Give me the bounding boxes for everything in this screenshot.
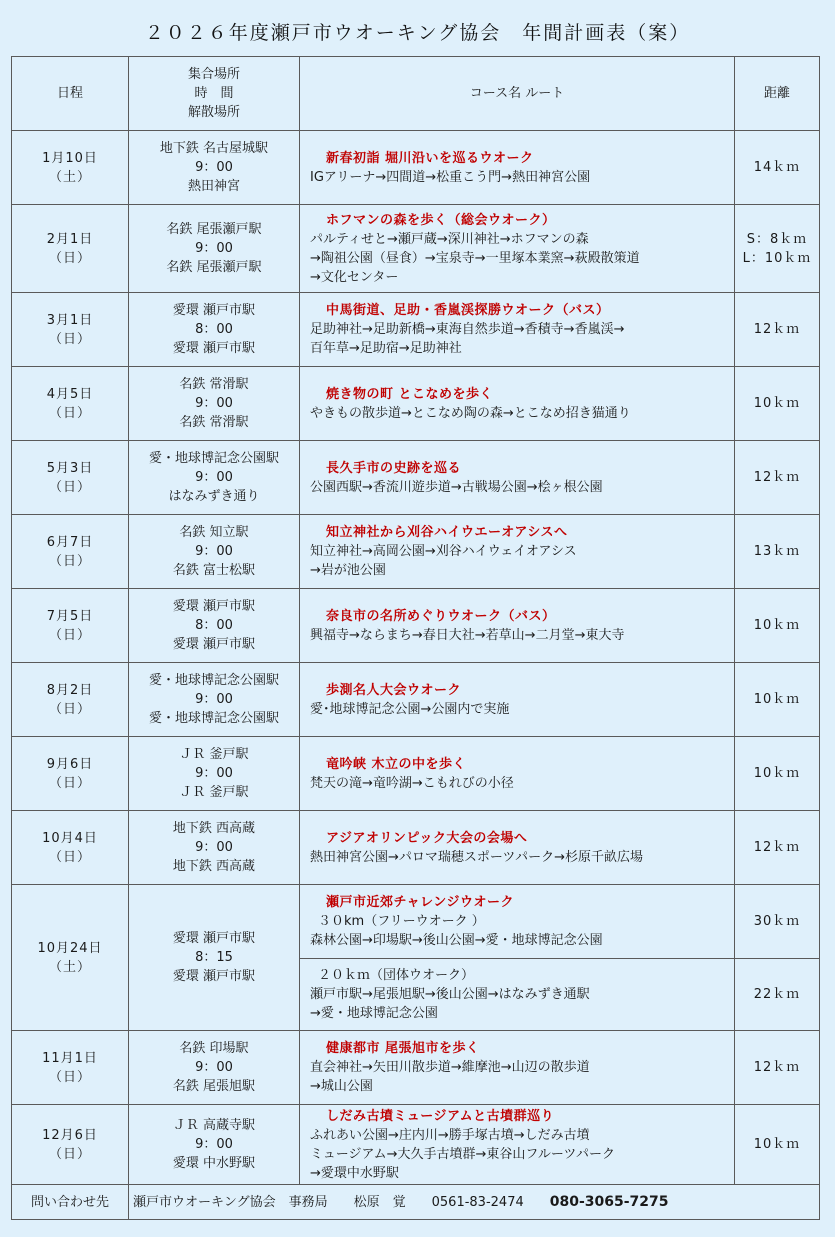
distance-value: 10ｋｍ — [753, 1137, 801, 1152]
contact-label: 問い合わせ先 — [12, 1185, 129, 1220]
table-row — [12, 293, 820, 367]
meeting-time: 9：00 — [195, 544, 233, 559]
place-cell — [129, 515, 300, 589]
dismissal-place: 地下鉄 西高蔵 — [172, 859, 256, 874]
table-row — [12, 515, 820, 589]
distance-cell — [735, 1105, 820, 1185]
event-date: 2月1日 — [46, 231, 94, 247]
course-cell — [300, 441, 735, 515]
meeting-time: 9：00 — [195, 241, 233, 256]
distance-value: 10ｋｍ — [753, 396, 801, 411]
distance-cell — [735, 441, 820, 515]
event-day: （日） — [48, 250, 91, 266]
course-route: IGアリーナ→四間道→松重こう門→熱田神宮公園 — [310, 169, 591, 185]
contact-info — [129, 1185, 820, 1220]
place-cell — [129, 885, 300, 1031]
schedule-table — [11, 56, 820, 1220]
date-cell — [12, 885, 129, 1031]
event-date: 3月1日 — [46, 312, 94, 328]
event-day: （日） — [48, 1069, 91, 1085]
course-route: →岩が池公園 — [310, 563, 386, 578]
table-row — [12, 131, 820, 205]
event-day: （土） — [48, 959, 91, 975]
distance-value: 12ｋｍ — [753, 840, 801, 855]
table-row — [12, 205, 820, 293]
event-date: 11月1日 — [42, 1050, 98, 1066]
place-cell — [129, 663, 300, 737]
event-date: 7月5日 — [46, 608, 94, 624]
course-cell — [300, 959, 735, 1031]
meeting-place: 愛環 瀬戸市駅 — [172, 931, 256, 946]
distance-cell — [735, 1031, 820, 1105]
event-day: （日） — [48, 701, 91, 717]
course-title: 焼き物の町 とこなめを歩く — [326, 386, 494, 402]
course-cell — [300, 1105, 735, 1185]
distance-value: 10ｋｍ — [753, 692, 801, 707]
distance-cell — [735, 367, 820, 441]
date-cell — [12, 1105, 129, 1185]
page-title: ２０２６年度瀬戸市ウオーキング協会 年間計画表（案） — [144, 22, 691, 44]
meeting-place: 愛環 瀬戸市駅 — [172, 599, 256, 614]
contact-mobile: 080-3065-7275 — [549, 1193, 669, 1210]
course-route: 公園西駅→香流川遊歩道→古戦場公園→桧ヶ根公園 — [310, 479, 603, 495]
meeting-time: 9：00 — [195, 840, 233, 855]
event-date: 1月10日 — [42, 150, 98, 166]
date-cell — [12, 367, 129, 441]
place-cell — [129, 205, 300, 293]
distance-cell — [735, 293, 820, 367]
course-cell — [300, 515, 735, 589]
distance-value: 12ｋｍ — [753, 322, 801, 337]
place-cell — [129, 737, 300, 811]
event-day: （日） — [48, 775, 91, 791]
table-row — [12, 811, 820, 885]
event-day: （日） — [48, 849, 91, 865]
distance-cell — [735, 589, 820, 663]
meeting-time: 9：00 — [195, 160, 233, 175]
distance-value: S：8ｋｍ — [746, 231, 808, 247]
course-part-label: ３０km（フリーウオーク ） — [318, 914, 485, 929]
distance-cell — [735, 959, 820, 1031]
dismissal-place: 名鉄 尾張旭駅 — [172, 1079, 256, 1094]
meeting-place: 名鉄 印場駅 — [179, 1041, 249, 1056]
date-cell — [12, 205, 129, 293]
course-title: 瀬戸市近郊チャレンジウオーク — [326, 895, 514, 910]
dismissal-place: 熱田神宮 — [187, 179, 240, 194]
course-route: 足助神社→足助新橋→東海自然歩道→香積寺→香嵐渓→ — [310, 322, 625, 337]
course-title: しだみ古墳ミュージアムと古墳群巡り — [326, 1108, 555, 1124]
course-route: →城山公園 — [310, 1079, 373, 1094]
meeting-place: 地下鉄 西高蔵 — [172, 821, 256, 836]
table-row — [12, 367, 820, 441]
distance-value: 22ｋｍ — [753, 987, 801, 1002]
date-cell — [12, 737, 129, 811]
footer-row — [12, 1185, 820, 1220]
meeting-time: 8：00 — [195, 322, 233, 337]
course-cell — [300, 1031, 735, 1105]
course-route: パルティせと→瀬戸蔵→深川神社→ホフマンの森 — [310, 231, 589, 247]
course-title: 新春初詣 堀川沿いを巡るウオーク — [326, 150, 534, 166]
event-date: 10月24日 — [37, 940, 103, 956]
course-route: →文化センター — [310, 269, 399, 285]
dismissal-place: 愛環 瀬戸市駅 — [172, 637, 256, 652]
course-route: 梵天の滝→竜吟湖→こもれびの小径 — [310, 775, 514, 791]
course-route: 熱田神宮公園→パロマ瑞穂スポーツパーク→杉原千畝広場 — [310, 849, 644, 865]
event-day: （土） — [48, 169, 91, 185]
distance-value: 10ｋｍ — [753, 618, 801, 633]
course-cell — [300, 885, 735, 959]
course-cell — [300, 589, 735, 663]
distance-cell — [735, 131, 820, 205]
dismissal-place: 愛環 瀬戸市駅 — [172, 341, 256, 356]
table-row — [12, 663, 820, 737]
distance-value: 14ｋｍ — [753, 160, 801, 175]
meeting-time: 9：00 — [195, 1137, 233, 1152]
course-title: 中馬街道、足助・香嵐渓探勝ウオーク（バス） — [326, 303, 610, 318]
table-row — [12, 1031, 820, 1105]
header-course: コース名 ルート — [300, 57, 735, 131]
course-title: 歩測名人大会ウオーク — [326, 682, 462, 698]
date-cell — [12, 293, 129, 367]
meeting-time: 8：15 — [195, 950, 233, 965]
event-date: 9月6日 — [46, 756, 94, 772]
header-place-line: 解散場所 — [187, 105, 240, 120]
dismissal-place: 愛環 中水野駅 — [172, 1156, 256, 1171]
meeting-place: ＪＲ 釜戸駅 — [179, 747, 249, 762]
dismissal-place: 名鉄 尾張瀬戸駅 — [166, 260, 262, 275]
contact-person: 松原 覚 — [353, 1194, 406, 1210]
distance-value: L：10ｋｍ — [742, 250, 812, 266]
meeting-place: 愛環 瀬戸市駅 — [172, 303, 256, 318]
place-cell — [129, 367, 300, 441]
table-header-row — [12, 57, 820, 131]
date-cell — [12, 589, 129, 663]
event-day: （日） — [48, 479, 91, 495]
course-cell — [300, 663, 735, 737]
meeting-time: 9：00 — [195, 396, 233, 411]
event-date: 5月3日 — [46, 460, 94, 476]
event-date: 6月7日 — [46, 534, 94, 550]
distance-cell — [735, 663, 820, 737]
table-row — [12, 589, 820, 663]
dismissal-place: 愛・地球博記念公園駅 — [148, 711, 279, 726]
course-route: 百年草→足助宿→足助神社 — [310, 341, 462, 356]
event-date: 10月4日 — [42, 830, 98, 846]
event-day: （日） — [48, 553, 91, 569]
date-cell — [12, 1031, 129, 1105]
meeting-place: 名鉄 常滑駅 — [179, 377, 249, 392]
place-cell — [129, 589, 300, 663]
dismissal-place: 名鉄 常滑駅 — [179, 415, 249, 430]
place-cell — [129, 1031, 300, 1105]
header-place-line: 集合場所 — [187, 67, 240, 82]
dismissal-place: ＪＲ 釜戸駅 — [179, 785, 249, 800]
course-route: 興福寺→ならまち→春日大社→若草山→二月堂→東大寺 — [310, 627, 625, 643]
distance-cell — [735, 737, 820, 811]
header-schedule: 日程 — [12, 57, 129, 131]
course-title: 奈良市の名所めぐりウオーク（バス） — [326, 608, 556, 624]
meeting-place: 愛・地球博記念公園駅 — [148, 451, 279, 466]
event-date: 12月6日 — [42, 1127, 98, 1143]
meeting-time: 9：00 — [195, 470, 233, 485]
meeting-time: 9：00 — [195, 766, 233, 781]
date-cell — [12, 663, 129, 737]
header-place — [129, 57, 300, 131]
course-route: →陶祖公園（昼食）→宝泉寺→一里塚本業窯→萩殿散策道 — [310, 250, 640, 266]
date-cell — [12, 131, 129, 205]
meeting-place: 地下鉄 名古屋城駅 — [159, 141, 269, 156]
place-cell — [129, 131, 300, 205]
table-row — [12, 441, 820, 515]
place-cell — [129, 1105, 300, 1185]
meeting-time: 8：00 — [195, 618, 233, 633]
course-part-label: ２０ｋｍ（団体ウオーク） — [318, 968, 475, 983]
header-distance: 距離 — [735, 57, 820, 131]
meeting-place: 名鉄 知立駅 — [179, 525, 249, 540]
course-route: ミュージアム→大久手古墳群→東谷山フルーツパーク — [310, 1146, 616, 1162]
course-cell — [300, 293, 735, 367]
distance-cell — [735, 885, 820, 959]
table-row — [12, 885, 820, 959]
course-title: 長久手市の史跡を巡る — [326, 460, 462, 476]
meeting-place: 愛・地球博記念公園駅 — [148, 673, 279, 688]
place-cell — [129, 293, 300, 367]
meeting-time: 9：00 — [195, 692, 233, 707]
course-route: 森林公園→印場駅→後山公園→愛・地球博記念公園 — [310, 933, 603, 948]
dismissal-place: はなみずき通り — [168, 489, 260, 504]
dismissal-place: 名鉄 富士松駅 — [172, 563, 256, 578]
contact-phone: 0561-83-2474 — [431, 1194, 524, 1210]
table-row — [12, 737, 820, 811]
place-cell — [129, 441, 300, 515]
distance-cell — [735, 515, 820, 589]
course-cell — [300, 131, 735, 205]
distance-value: 12ｋｍ — [753, 1060, 801, 1075]
event-day: （日） — [48, 405, 91, 421]
course-route: 知立神社→高岡公園→刈谷ハイウェイオアシス — [310, 544, 577, 559]
contact-org: 瀬戸市ウオーキング協会 事務局 — [133, 1194, 328, 1210]
meeting-place: 名鉄 尾張瀬戸駅 — [166, 222, 262, 237]
distance-cell — [735, 811, 820, 885]
course-route: →愛環中水野駅 — [310, 1165, 399, 1181]
dismissal-place: 愛環 瀬戸市駅 — [172, 969, 256, 984]
meeting-time: 9：00 — [195, 1060, 233, 1075]
distance-value: 10ｋｍ — [753, 766, 801, 781]
event-date: 8月2日 — [46, 682, 94, 698]
event-date: 4月5日 — [46, 386, 94, 402]
course-title: ホフマンの森を歩く（総会ウオーク） — [326, 212, 556, 228]
date-cell — [12, 811, 129, 885]
event-day: （日） — [48, 627, 91, 643]
date-cell — [12, 515, 129, 589]
course-route: やきもの散歩道→とこなめ陶の森→とこなめ招き猫通り — [310, 405, 631, 421]
course-cell — [300, 811, 735, 885]
header-place-line: 時 間 — [194, 86, 234, 101]
event-day: （日） — [48, 331, 91, 347]
course-title: 健康都市 尾張旭市を歩く — [326, 1041, 480, 1056]
course-title: アジアオリンピック大会の会場へ — [326, 830, 528, 846]
course-route: 瀬戸市駅→尾張旭駅→後山公園→はなみずき通駅 — [310, 987, 590, 1002]
course-cell — [300, 737, 735, 811]
distance-value: 12ｋｍ — [753, 470, 801, 485]
place-cell — [129, 811, 300, 885]
course-title: 竜吟峡 木立の中を歩く — [326, 756, 467, 772]
distance-value: 30ｋｍ — [753, 914, 801, 929]
distance-cell — [735, 205, 820, 293]
event-day: （日） — [48, 1146, 91, 1162]
course-route: 直会神社→矢田川散歩道→維摩池→山辺の散歩道 — [310, 1060, 590, 1075]
meeting-place: ＪＲ 高蔵寺駅 — [172, 1118, 256, 1133]
course-route: →愛・地球博記念公園 — [310, 1006, 438, 1021]
course-cell — [300, 205, 735, 293]
course-route: ふれあい公園→庄内川→勝手塚古墳→しだみ古墳 — [310, 1127, 590, 1143]
course-cell — [300, 367, 735, 441]
course-route: 愛･地球博記念公園→公園内で実施 — [310, 701, 510, 717]
distance-value: 13ｋｍ — [753, 544, 801, 559]
table-row — [12, 1105, 820, 1185]
course-title: 知立神社から刈谷ハイウエーオアシスへ — [326, 525, 568, 540]
date-cell — [12, 441, 129, 515]
